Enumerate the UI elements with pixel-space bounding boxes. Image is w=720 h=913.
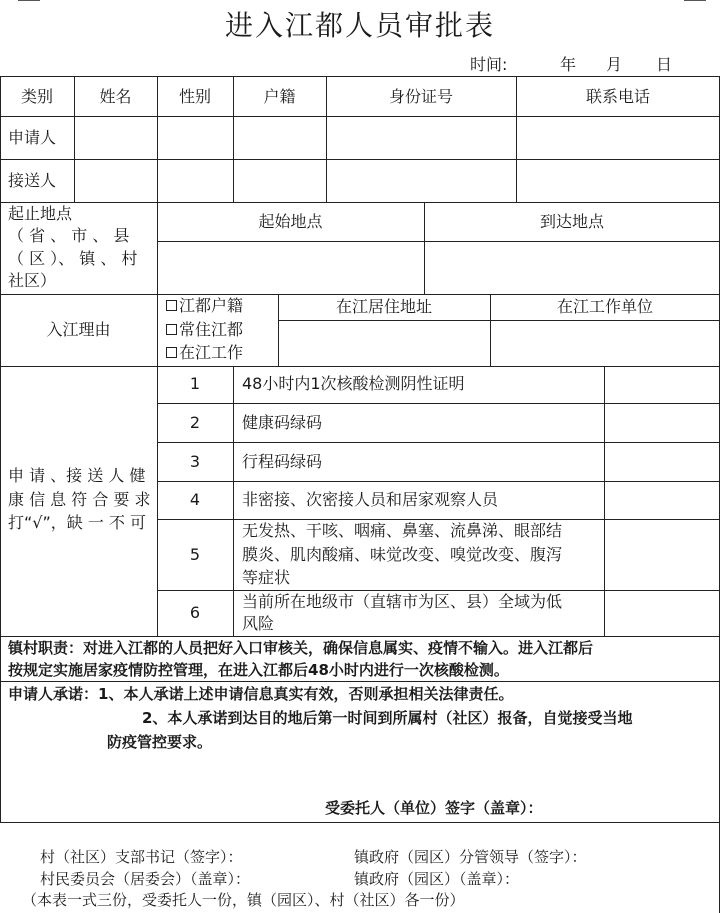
health-item-number: 1 bbox=[189, 374, 201, 393]
reason-address-label: 在江居住地址 bbox=[335, 297, 432, 316]
copies-note: （本表一式三份，受委托人一份，镇（园区）、村（社区）各一份） bbox=[22, 891, 465, 909]
health-item-text: 当前所在地级市（直辖市为区、县）全域为低 bbox=[242, 592, 563, 611]
health-label-line: 打“√”，缺 一 不 可 bbox=[8, 513, 147, 532]
location-start-label: 起始地点 bbox=[258, 212, 323, 231]
reason-option-resident[interactable] bbox=[166, 319, 243, 341]
signature-label: 受委托人（单位）签字（盖章）： bbox=[325, 799, 543, 817]
reason-option-work[interactable] bbox=[166, 342, 243, 364]
town-seal: 镇政府（园区）（盖章）： bbox=[354, 870, 520, 888]
checkbox-icon[interactable] bbox=[166, 347, 177, 358]
header-category: 类别 bbox=[20, 87, 53, 106]
form-title: 进入江都人员审批表 bbox=[224, 9, 495, 42]
village-committee-seal: 村民委员会（居委会）（盖章）： bbox=[40, 870, 251, 888]
health-item-number: 6 bbox=[189, 603, 201, 622]
header-id-number: 身份证号 bbox=[388, 87, 453, 106]
town-leader-signature: 镇政府（园区）分管领导（签字）： bbox=[354, 848, 587, 866]
health-item-text: 无发热、干咳、咽痛、鼻塞、流鼻涕、眼部结 bbox=[242, 521, 563, 540]
health-item-text: 风险 bbox=[242, 614, 275, 633]
row-escort-label: 接送人 bbox=[8, 171, 57, 190]
health-label-line: 申 请 、接 送 人 健 bbox=[8, 466, 146, 485]
reason-workplace-label: 在江工作单位 bbox=[556, 297, 653, 316]
health-item-number: 4 bbox=[189, 490, 201, 509]
date-year: 年 bbox=[560, 55, 577, 74]
health-item-text: 行程码绿码 bbox=[242, 452, 323, 471]
checkbox-icon[interactable] bbox=[166, 324, 177, 335]
health-item-number: 5 bbox=[189, 545, 201, 564]
pledge-line: 申请人承诺：1、本人承诺上述申请信息真实有效，否则承担相关法律责任。 bbox=[8, 685, 514, 703]
health-item-text: 健康码绿码 bbox=[242, 413, 323, 432]
reason-option-hukou[interactable] bbox=[166, 295, 243, 317]
health-label-line: 康 信 息 符 合 要 求 bbox=[8, 490, 151, 509]
header-gender: 性别 bbox=[178, 87, 211, 106]
health-item-text: 48小时内1次核酸检测阴性证明 bbox=[242, 374, 465, 393]
location-label-line: （ 省 、 市 、 县 bbox=[8, 226, 130, 245]
reason-option-label: 江都户籍 bbox=[179, 296, 244, 315]
location-label-line: 社区） bbox=[8, 271, 57, 290]
duty-text: 按规定实施居家疫情防控管理，在进入江都后48小时内进行一次核酸检测。 bbox=[8, 661, 509, 679]
reason-label: 入江理由 bbox=[46, 320, 111, 339]
checkbox-icon[interactable] bbox=[166, 300, 177, 311]
pledge-line: 防疫管控要求。 bbox=[107, 733, 213, 751]
reason-option-label: 在江工作 bbox=[179, 343, 244, 362]
location-label-line: （ 区 ）、 镇 、 村 bbox=[8, 249, 138, 268]
date-label: 时间: bbox=[470, 55, 508, 74]
health-item-text: 膜炎、肌肉酸痛、味觉改变、嗅觉改变、腹泻 bbox=[242, 545, 563, 564]
reason-option-label: 常住江都 bbox=[179, 320, 244, 339]
health-item-number: 2 bbox=[189, 413, 201, 432]
date-month: 月 bbox=[606, 55, 623, 74]
location-destination-label: 到达地点 bbox=[539, 212, 604, 231]
header-name: 姓名 bbox=[99, 87, 132, 106]
health-item-text: 等症状 bbox=[242, 568, 291, 587]
village-secretary-signature: 村（社区）支部书记（签字）： bbox=[40, 848, 243, 866]
duty-text: 镇村职责：对进入江都的人员把好入口审核关，确保信息属实、疫情不输入。进入江都后 bbox=[8, 639, 594, 657]
date-day: 日 bbox=[656, 55, 673, 74]
header-phone: 联系电话 bbox=[585, 87, 650, 106]
row-applicant-label: 申请人 bbox=[8, 128, 57, 147]
health-item-number: 3 bbox=[189, 452, 201, 471]
location-label-line: 起止地点 bbox=[8, 204, 73, 223]
header-hukou: 户籍 bbox=[263, 87, 296, 106]
pledge-line: 2、本人承诺到达目的地后第一时间到所属村（社区）报备，自觉接受当地 bbox=[142, 709, 633, 727]
health-item-text: 非密接、次密接人员和居家观察人员 bbox=[242, 490, 499, 509]
